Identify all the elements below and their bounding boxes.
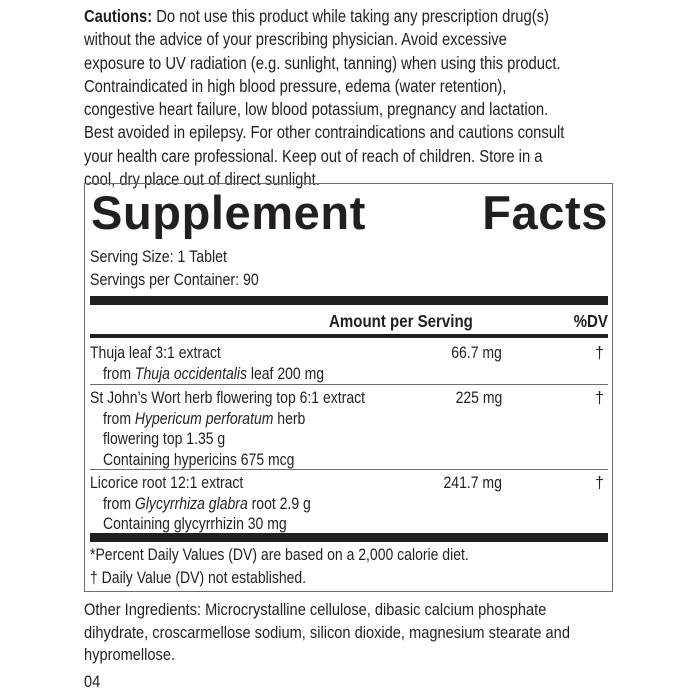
dv-not-established-footnote: † Daily Value (DV) not established.	[90, 569, 307, 587]
cautions-line-6: Best avoided in epilepsy. For other contraindications and cautions consult	[84, 122, 565, 143]
ingredient-source: from Thuja occidentalis leaf 200 mg	[103, 364, 325, 383]
cautions-line-3: exposure to UV radiation (e.g. sunlight, tanning) when using this product.	[84, 52, 561, 73]
dagger-mark: †	[594, 474, 604, 492]
ingredient-amount: 66.7 mg	[451, 344, 502, 362]
facts-title-word-2: Facts	[482, 186, 608, 239]
other-ingredients-line-2: dihydrate, croscarmellose sodium, silicon dioxide, magnesium stearate and	[84, 622, 570, 642]
ingredient-row	[90, 473, 608, 533]
ingredient-row	[90, 388, 608, 470]
percent-dv-header: %DV	[573, 311, 608, 331]
servings-per-container: Servings per Container: 90	[90, 271, 259, 289]
dagger-mark: †	[594, 389, 604, 407]
supplement-facts-panel	[84, 183, 613, 592]
row-divider	[90, 384, 608, 385]
ingredient-source: from Glycyrrhiza glabra root 2.9 g	[103, 494, 311, 513]
ingredient-source-continued: flowering top 1.35 g	[103, 430, 226, 448]
thick-divider-top	[90, 296, 608, 305]
amount-per-serving-header: Amount per Serving	[329, 311, 473, 331]
ingredient-name: St John’s Wort herb flowering top 6:1 extract	[90, 389, 365, 407]
cautions-line-4: Contraindicated in high blood pressure, edema (water retention),	[84, 75, 507, 96]
other-ingredients-line-3: hypromellose.	[84, 645, 176, 664]
facts-title-word-1: Supplement	[91, 186, 366, 239]
facts-title	[91, 187, 608, 239]
other-ingredients-line-1: Other Ingredients: Microcrystalline cellulose, dibasic calcium phosphate	[84, 600, 547, 619]
ingredient-marker-compound: Containing hypericins 675 mcg	[103, 450, 295, 469]
ingredient-source: from Hypericum perforatum herb	[103, 409, 306, 428]
cautions-label: Cautions:	[84, 6, 153, 26]
cautions-line-1: Cautions: Do not use this product while taking any prescription drug(s)	[84, 6, 549, 26]
ingredient-name: Licorice root 12:1 extract	[90, 474, 244, 492]
cautions-line-7: your health care professional. Keep out of reach of children. Store in a	[84, 145, 543, 166]
ingredient-marker-compound: Containing glycyrrhizin 30 mg	[103, 515, 287, 533]
cautions-line-8: cool, dry place out of direct sunlight.	[84, 169, 320, 190]
ingredient-row	[90, 343, 608, 383]
ingredient-name: Thuja leaf 3:1 extract	[90, 344, 221, 362]
ingredient-amount: 241.7 mg	[443, 474, 502, 492]
cautions-paragraph	[84, 5, 684, 191]
row-divider	[90, 469, 608, 470]
thick-divider-bottom	[90, 533, 608, 542]
other-ingredients	[84, 599, 684, 667]
percent-dv-footnote: *Percent Daily Values (DV) are based on a 2,000 calorie diet.	[90, 546, 469, 564]
cautions-line-2: without the advice of your prescribing physician. Avoid excessive	[84, 29, 507, 50]
header-divider	[90, 334, 608, 338]
ingredient-amount: 225 mg	[455, 389, 502, 407]
label-code: 04	[84, 672, 101, 691]
serving-size: Serving Size: 1 Tablet	[90, 248, 227, 266]
dagger-mark: †	[594, 344, 604, 362]
cautions-line-5: congestive heart failure, low blood potassium, pregnancy and lactation.	[84, 99, 549, 120]
